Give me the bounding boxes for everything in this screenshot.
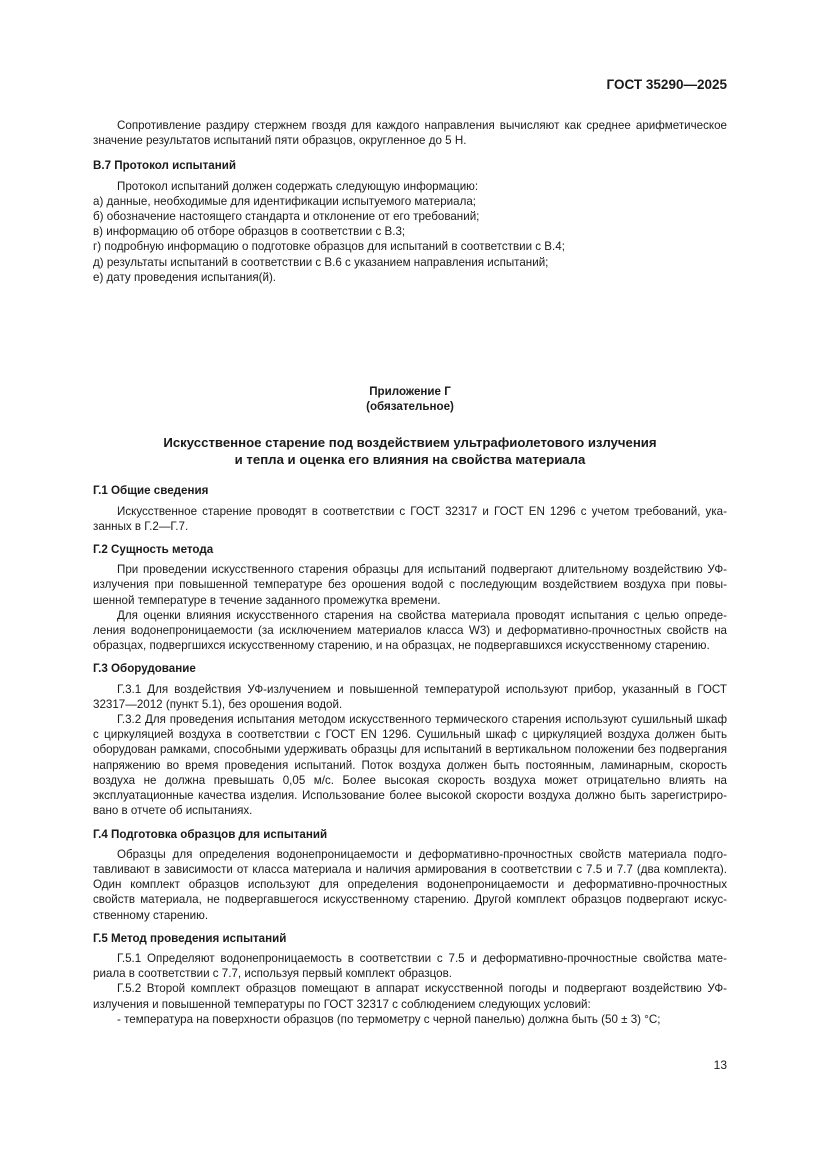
page-number: 13: [713, 1058, 727, 1072]
g3-paragraph-1: Г.3.1 Для воздействия УФ-излучением и повышенной температурой используют прибор, указанный в ГОСТ 32317—2012 (пункт 5.1), без орошения водой.: [93, 682, 727, 711]
b7-item-v: в) информацию об отборе образцов в соответствии с В.3;: [93, 225, 406, 239]
section-b7-title: В.7 Протокол испытаний: [93, 159, 236, 173]
b7-item-d: д) результаты испытаний в соответствии с В.6 с указанием направления испытаний;: [93, 255, 549, 269]
g4-paragraph-1: Образцы для определения водонепроницаемости и деформативно-прочностных свойств материала подготавливают в зависимости от класса материала и наличия армирования в соответствии с 7.5 и 7.7 (два комплекта). Один комплект образцов используют для определения водонепроницаемости и деформативно-прочностных свойств материала, не подвергавшегося искусственному старению. Другой комплект образцов подвергают искусственному старению.: [93, 847, 727, 922]
appendix-label: Приложение Г: [369, 385, 451, 399]
g5-paragraph-1: Г.5.1 Определяют водонепроницаемость в соответствии с 7.5 и деформативно-прочностные свойства материала в соответствии с 7.7, используя первый комплект образцов.: [93, 951, 727, 981]
b7-item-g: г) подробную информацию о подготовке образцов для испытаний в соответствии с В.4;: [93, 240, 565, 254]
g5-paragraph-3: - температура на поверхности образцов (по термометру с черной панелью) должна быть (50 ± 3) °С;: [117, 1012, 661, 1026]
appendix-status: (обязательное): [366, 400, 454, 414]
g5-paragraph-2: Г.5.2 Второй комплект образцов помещают в аппарат искусственной погоды и подвергают воздействию УФ-излучения и повышенной температуры по ГОСТ 32317 с соблюдением следующих условий:: [93, 982, 727, 1011]
section-g5-title: Г.5 Метод проведения испытаний: [93, 931, 287, 945]
g2-paragraph-2: Для оценки влияния искусственного старения на свойства материала проводят испытания с целью определения водонепроницаемости (за исключением материалов класса W3) и деформативно-прочностных свойств на образцах, подвергшихся искусственному старению, и на образцах, не подвергавшихся искусственному старению.: [93, 608, 727, 653]
b7-item-e: е) дату проведения испытания(й).: [93, 270, 277, 284]
section-g1-title: Г.1 Общие сведения: [93, 484, 209, 498]
g3-paragraph-2: Г.3.2 Для проведения испытания методом искусственного термического старения используют сушильный шкаф с циркуляцией воздуха в соответствии с ГОСТ EN 1296. Сушильный шкаф с циркуляцией воздуха должен быть оборудован рамками, способными удерживать образцы для испытаний в вертикальном положении без подвергания напряжению во время проведения испытаний. Поток воздуха должен быть постоянным, ламинарным, скорость воздуха не должна превышать 0,05 м/с. Более высокая скорость воздуха может отрицательно влиять на эксплуатационные качества изделия. Использование более высокой скорости воздуха должно быть зарегистрировано в отчете об испытаниях.: [93, 713, 727, 818]
b6-paragraph: Сопротивление раздиру стержнем гвоздя для каждого направления вычисляют как среднее арифметическое значение результатов испытаний пяти образцов, округленное до 5 Н.: [93, 119, 727, 148]
section-g2-title: Г.2 Сущность метода: [93, 543, 214, 557]
document-header: ГОСТ 35290—2025: [606, 77, 727, 92]
appendix-title-line2: и тепла и оценка его влияния на свойства материала: [234, 452, 586, 468]
b7-item-b: б) обозначение настоящего стандарта и отклонение от его требований;: [93, 210, 480, 224]
section-g4-title: Г.4 Подготовка образцов для испытаний: [93, 827, 328, 841]
b7-intro: Протокол испытаний должен содержать следующую информацию:: [117, 179, 479, 193]
b7-item-a: а) данные, необходимые для идентификации испытуемого материала;: [93, 194, 477, 208]
section-g3-title: Г.3 Оборудование: [93, 662, 196, 676]
page-content: [93, 118, 727, 1027]
g2-paragraph-1: При проведении искусственного старения образцы для испытаний подвергают длительному воздействию УФ-излучения при повышенной температуре без орошения водой с последующим воздействием воздуха при повышенной температуре в течение заданного промежутка времени.: [93, 563, 727, 607]
appendix-title-line1: Искусственное старение под воздействием ультрафиолетового излучения: [163, 435, 657, 451]
g1-paragraph-1: Искусственное старение проводят в соответствии с ГОСТ 32317 и ГОСТ EN 1296 с учетом требований, указанных в Г.2—Г.7.: [93, 504, 727, 533]
